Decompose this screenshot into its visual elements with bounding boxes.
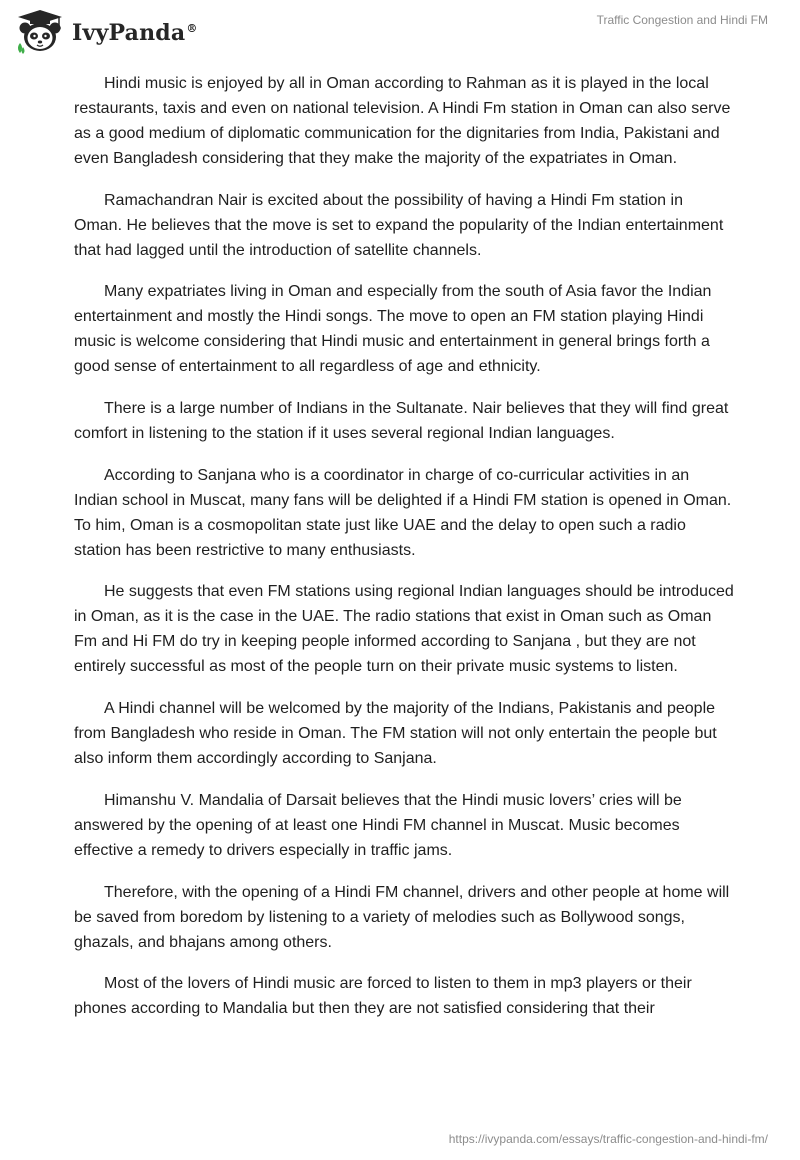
registered-mark: ® bbox=[186, 21, 198, 35]
paragraph: Hindi music is enjoyed by all in Oman according to Rahman as it is played in the local restaurants, taxis and even on national television. A Hindi Fm station in Oman can also serve as a good medium of diplomatic communication for the dignitaries from India, Pakistani and even Bangladesh considering that they make the majority of the expatriates in Oman. bbox=[74, 75, 731, 167]
source-url[interactable]: https://ivypanda.com/essays/traffic-congestion-and-hindi-fm/ bbox=[448, 1132, 768, 1146]
document-title: Traffic Congestion and Hindi FM bbox=[596, 13, 768, 27]
essay-body bbox=[74, 71, 734, 1038]
paragraph: A Hindi channel will be welcomed by the majority of the Indians, Pakistanis and people from Bangladesh who reside in Oman. The FM station will not only entertain the people but also inform them accordingly according to Sanjana. bbox=[74, 700, 717, 768]
paragraph: Ramachandran Nair is excited about the possibility of having a Hindi Fm station in Oman. He believes that the move is set to expand the popularity of the Indian entertainment that had lagged until the introduction of satellite channels. bbox=[74, 191, 724, 259]
paragraph: Many expatriates living in Oman and especially from the south of Asia favor the Indian entertainment and mostly the Hindi songs. The move to open an FM station playing Hindi music is welcome considering that Hindi music and entertainment in general brings forth a good sense of entertainment to all regardless of age and ethnicity. bbox=[74, 283, 712, 376]
paragraph: There is a large number of Indians in the Sultanate. Nair believes that they will find great comfort in listening to the station if it uses several regional Indian languages. bbox=[74, 400, 729, 443]
page-header bbox=[0, 0, 800, 60]
paragraph: Most of the lovers of Hindi music are forced to listen to them in mp3 players or their phones according to Mandalia but then they are not satisfied considering that their bbox=[74, 975, 692, 1018]
paragraph: Therefore, with the opening of a Hindi FM channel, drivers and other people at home will be saved from boredom by listening to a variety of melodies such as Bollywood songs, ghazals, and bhajans among others. bbox=[74, 883, 730, 951]
paragraph: According to Sanjana who is a coordinator in charge of co-curricular activities in an Indian school in Muscat, many fans will be delighted if a Hindi FM station is opened in Oman. To him, Oman is a cosmopolitan state just like UAE and the delay to open such a radio station has been restrictive to many enthusiasts. bbox=[74, 466, 732, 559]
panda-graduate-icon bbox=[14, 7, 66, 55]
brand-name: IvyPanda® bbox=[72, 20, 198, 46]
paragraph: He suggests that even FM stations using regional Indian languages should be introduced in Oman, as it is the case in the UAE. The radio stations that exist in Oman such as Oman Fm and Hi FM do try in keeping people informed according to Sanjana , but they are not entirely successful as most of the people turn on their private music systems to listen. bbox=[74, 583, 734, 676]
brand-logo[interactable] bbox=[14, 7, 198, 55]
paragraph: Himanshu V. Mandalia of Darsait believes that the Hindi music lovers’ cries will be answered by the opening of at least one Hindi FM channel in Muscat. Music becomes effective a remedy to drivers especially in traffic jams. bbox=[74, 791, 682, 859]
